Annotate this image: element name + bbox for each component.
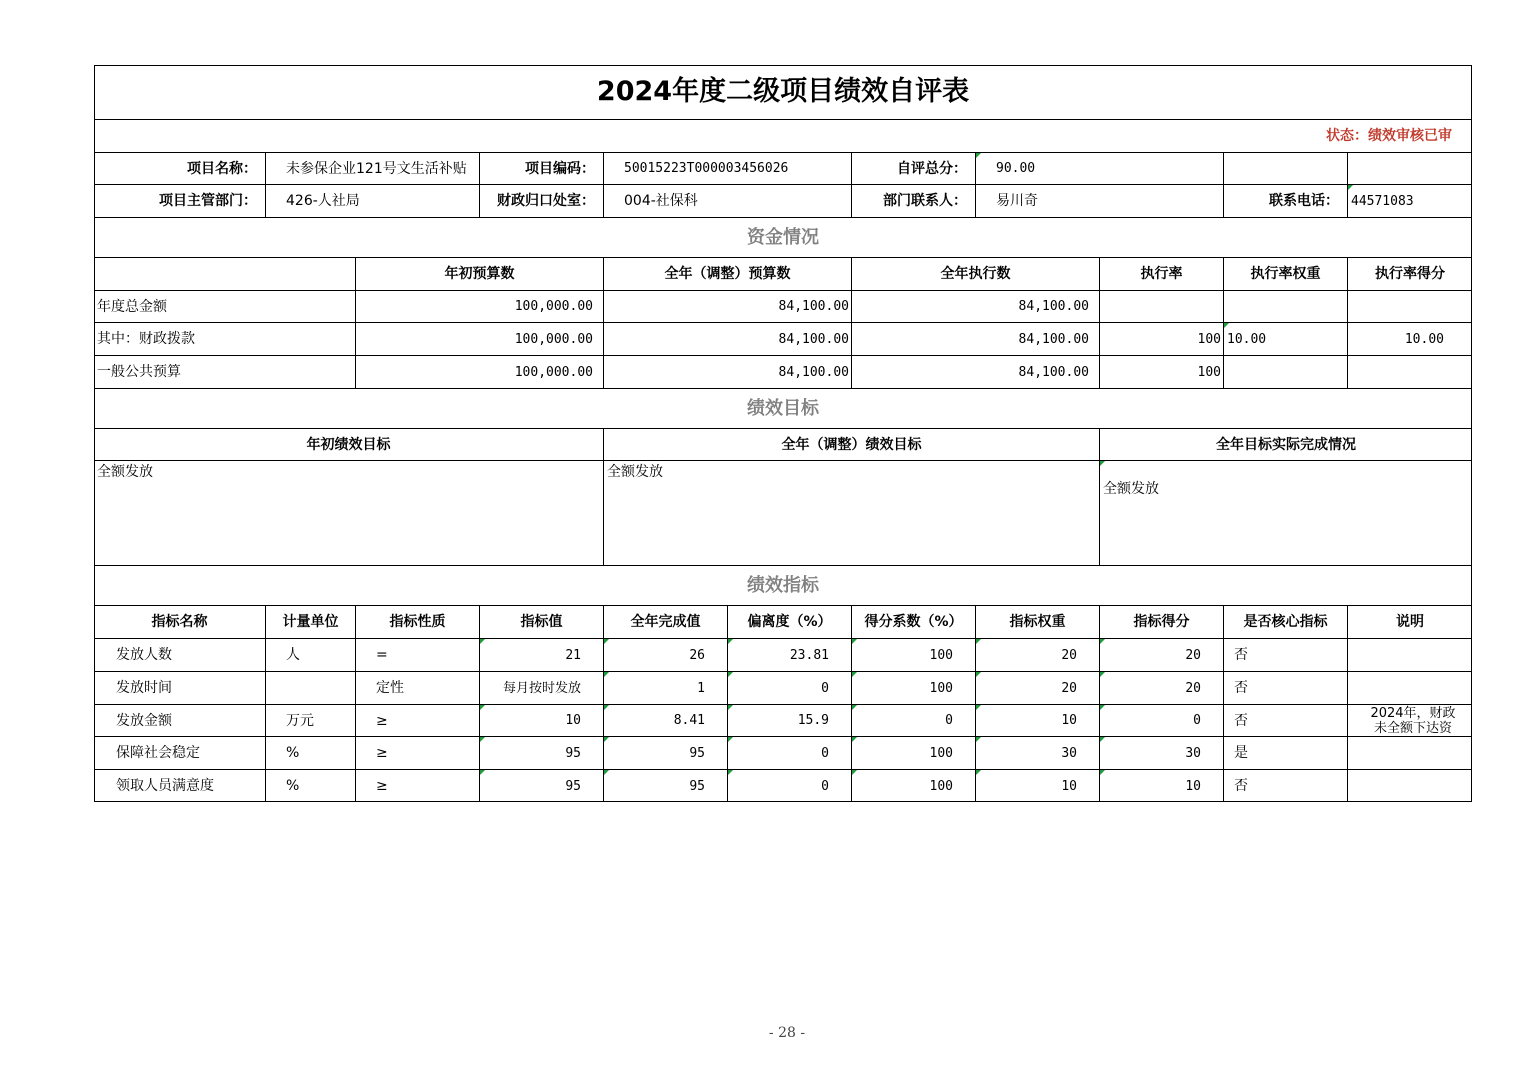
cell-marker-icon [480,770,485,775]
funds-header-cell [94,257,355,290]
self-score-label: 自评总分： [851,152,975,184]
cell-marker-icon [1100,639,1105,644]
funds-header-cell: 执行率 [1099,257,1223,290]
indicator-cell-nature: ≥ [355,769,479,802]
funds-cell: 10.00 [1347,322,1472,355]
cell-marker-icon [1100,737,1105,742]
indicator-cell-coefficient: 100 [851,638,975,671]
cell-marker-icon [604,705,609,710]
cell-marker-icon [976,705,981,710]
indicator-cell-deviation: 15.9 [727,704,851,736]
cell-marker-icon [728,639,733,644]
indicator-cell-actual: 95 [603,736,727,769]
funds-header-cell: 执行率权重 [1223,257,1347,290]
indicator-cell-score: 20 [1099,671,1223,704]
cell-marker-icon [728,770,733,775]
funds-row-label: 一般公共预算 [94,355,355,388]
cell-marker-icon [728,672,733,677]
indicator-header-deviation: 偏离度（%） [727,605,851,638]
funds-header-cell: 全年执行数 [851,257,1099,290]
goals-section-title: 绩效目标 [94,388,1472,428]
indicator-header-note: 说明 [1347,605,1472,638]
indicator-cell-deviation: 0 [727,671,851,704]
indicator-cell-deviation: 23.81 [727,638,851,671]
indicator-cell-target: 每月按时发放 [479,671,603,704]
cell-marker-icon [604,639,609,644]
indicator-header-core: 是否核心指标 [1223,605,1347,638]
indicator-header-coefficient: 得分系数（%） [851,605,975,638]
indicator-cell-unit: 万元 [265,704,355,736]
indicator-header-target: 指标值 [479,605,603,638]
cell-marker-icon [604,770,609,775]
indicator-header-name: 指标名称 [94,605,265,638]
funds-cell: 100,000.00 [355,322,603,355]
goals-header-cell: 全年（调整）绩效目标 [603,428,1099,460]
indicator-cell-target: 21 [479,638,603,671]
funds-header-cell: 执行率得分 [1347,257,1472,290]
goals-header-cell: 年初绩效目标 [94,428,603,460]
indicator-cell-core: 否 [1223,704,1347,736]
dept-value: 426-人社局 [265,184,479,217]
indicator-cell-unit: 人 [265,638,355,671]
indicator-cell-coefficient: 100 [851,769,975,802]
phone-label: 联系电话： [1223,184,1347,217]
indicator-cell-nature: ≥ [355,704,479,736]
indicator-header-nature: 指标性质 [355,605,479,638]
cell-marker-icon [852,639,857,644]
funds-cell: 84,100.00 [851,290,1099,322]
info-empty-cell [1223,152,1347,184]
funds-cell: 100 [1099,322,1223,355]
funds-cell: 84,100.00 [603,322,851,355]
funds-cell [1347,355,1472,388]
indicator-header-actual: 全年完成值 [603,605,727,638]
indicator-cell-actual: 95 [603,769,727,802]
contact-label: 部门联系人： [851,184,975,217]
cell-marker-icon [480,705,485,710]
cell-marker-icon [728,737,733,742]
indicator-cell-target: 10 [479,704,603,736]
cell-marker-icon [976,770,981,775]
indicator-name: 领取人员满意度 [94,769,265,802]
info-empty-cell [1347,152,1472,184]
funds-cell: 84,100.00 [603,290,851,322]
cell-marker-icon [852,770,857,775]
indicator-cell-target: 95 [479,769,603,802]
indicator-cell-deviation: 0 [727,769,851,802]
funds-cell [1223,355,1347,388]
cell-marker-icon [1100,770,1105,775]
project-code-value: 50015223T000003456026 [603,152,851,184]
indicator-cell-unit: % [265,769,355,802]
project-code-label: 项目编码： [479,152,603,184]
indicator-cell-nature: ≥ [355,736,479,769]
indicator-header-weight: 指标权重 [975,605,1099,638]
indicator-cell-note: 2024年，财政未全额下达资 [1347,704,1472,736]
indicator-cell-target: 95 [479,736,603,769]
cell-marker-icon [604,737,609,742]
indicator-cell-coefficient: 100 [851,736,975,769]
indicator-cell-core: 否 [1223,769,1347,802]
cell-marker-icon [1100,672,1105,677]
indicator-cell-nature: 定性 [355,671,479,704]
cell-marker-icon [976,639,981,644]
indicator-cell-score: 0 [1099,704,1223,736]
indicator-cell-score: 20 [1099,638,1223,671]
self-evaluation-sheet [94,65,1472,802]
indicator-cell-note [1347,736,1472,769]
project-name-value: 未参保企业121号文生活补贴 [265,152,479,184]
dept-label: 项目主管部门： [94,184,265,217]
funds-cell: 84,100.00 [851,322,1099,355]
funds-header-cell: 年初预算数 [355,257,603,290]
indicator-cell-weight: 20 [975,638,1099,671]
indicator-cell-actual: 1 [603,671,727,704]
cell-marker-icon [852,672,857,677]
self-score-value: 90.00 [975,152,1223,184]
indicator-header-score: 指标得分 [1099,605,1223,638]
cell-marker-icon [976,672,981,677]
indicator-cell-note [1347,638,1472,671]
status-text: 状态：绩效审核已审 [94,119,1472,152]
indicators-section-title: 绩效指标 [94,565,1472,605]
cell-marker-icon [728,705,733,710]
funds-cell: 84,100.00 [851,355,1099,388]
indicator-cell-weight: 20 [975,671,1099,704]
cell-marker-icon [1100,461,1105,466]
indicator-cell-actual: 8.41 [603,704,727,736]
finance-value: 004-社保科 [603,184,851,217]
sheet-title: 2024年度二级项目绩效自评表 [596,76,970,107]
goal-adjusted-value: 全额发放 [603,460,1099,565]
funds-cell [1347,290,1472,322]
funds-cell [1223,290,1347,322]
goals-header-cell: 全年目标实际完成情况 [1099,428,1472,460]
indicator-cell-score: 30 [1099,736,1223,769]
indicator-cell-actual: 26 [603,638,727,671]
indicator-cell-coefficient: 0 [851,704,975,736]
indicator-cell-core: 是 [1223,736,1347,769]
indicator-name: 保障社会稳定 [94,736,265,769]
indicator-cell-unit [265,671,355,704]
indicator-cell-deviation: 0 [727,736,851,769]
funds-cell: 100 [1099,355,1223,388]
indicator-cell-note [1347,769,1472,802]
funds-section-title: 资金情况 [94,217,1472,257]
indicator-cell-core: 否 [1223,671,1347,704]
page-number: - 28 - [768,1025,806,1041]
indicator-cell-score: 10 [1099,769,1223,802]
goal-initial-value: 全额发放 [94,460,603,565]
indicators-table [94,605,1472,802]
funds-row-label: 其中：财政拨款 [94,322,355,355]
funds-cell: 84,100.00 [603,355,851,388]
goal-actual-value: 全额发放 [1099,460,1472,565]
cell-marker-icon [480,737,485,742]
indicator-name: 发放时间 [94,671,265,704]
cell-marker-icon [480,639,485,644]
finance-label: 财政归口处室： [479,184,603,217]
funds-row-label: 年度总金额 [94,290,355,322]
cell-marker-icon [1100,705,1105,710]
contact-value: 易川奇 [975,184,1223,217]
indicator-cell-core: 否 [1223,638,1347,671]
funds-cell [1099,290,1223,322]
indicator-cell-nature: = [355,638,479,671]
indicator-cell-weight: 10 [975,769,1099,802]
cell-marker-icon [852,737,857,742]
indicator-cell-coefficient: 100 [851,671,975,704]
indicator-header-unit: 计量单位 [265,605,355,638]
funds-header-cell: 全年（调整）预算数 [603,257,851,290]
funds-cell: 10.00 [1223,322,1347,355]
indicator-cell-unit: % [265,736,355,769]
cell-marker-icon [1224,323,1229,328]
cell-marker-icon [976,737,981,742]
cell-marker-icon [976,153,981,158]
funds-cell: 100,000.00 [355,290,603,322]
cell-marker-icon [1348,185,1353,190]
cell-marker-icon [604,672,609,677]
indicator-name: 发放金额 [94,704,265,736]
funds-cell: 100,000.00 [355,355,603,388]
indicator-name: 发放人数 [94,638,265,671]
indicator-cell-weight: 10 [975,704,1099,736]
indicator-cell-weight: 30 [975,736,1099,769]
cell-marker-icon [852,705,857,710]
project-name-label: 项目名称： [94,152,265,184]
phone-value: 44571083 [1347,184,1472,217]
indicator-cell-note [1347,671,1472,704]
